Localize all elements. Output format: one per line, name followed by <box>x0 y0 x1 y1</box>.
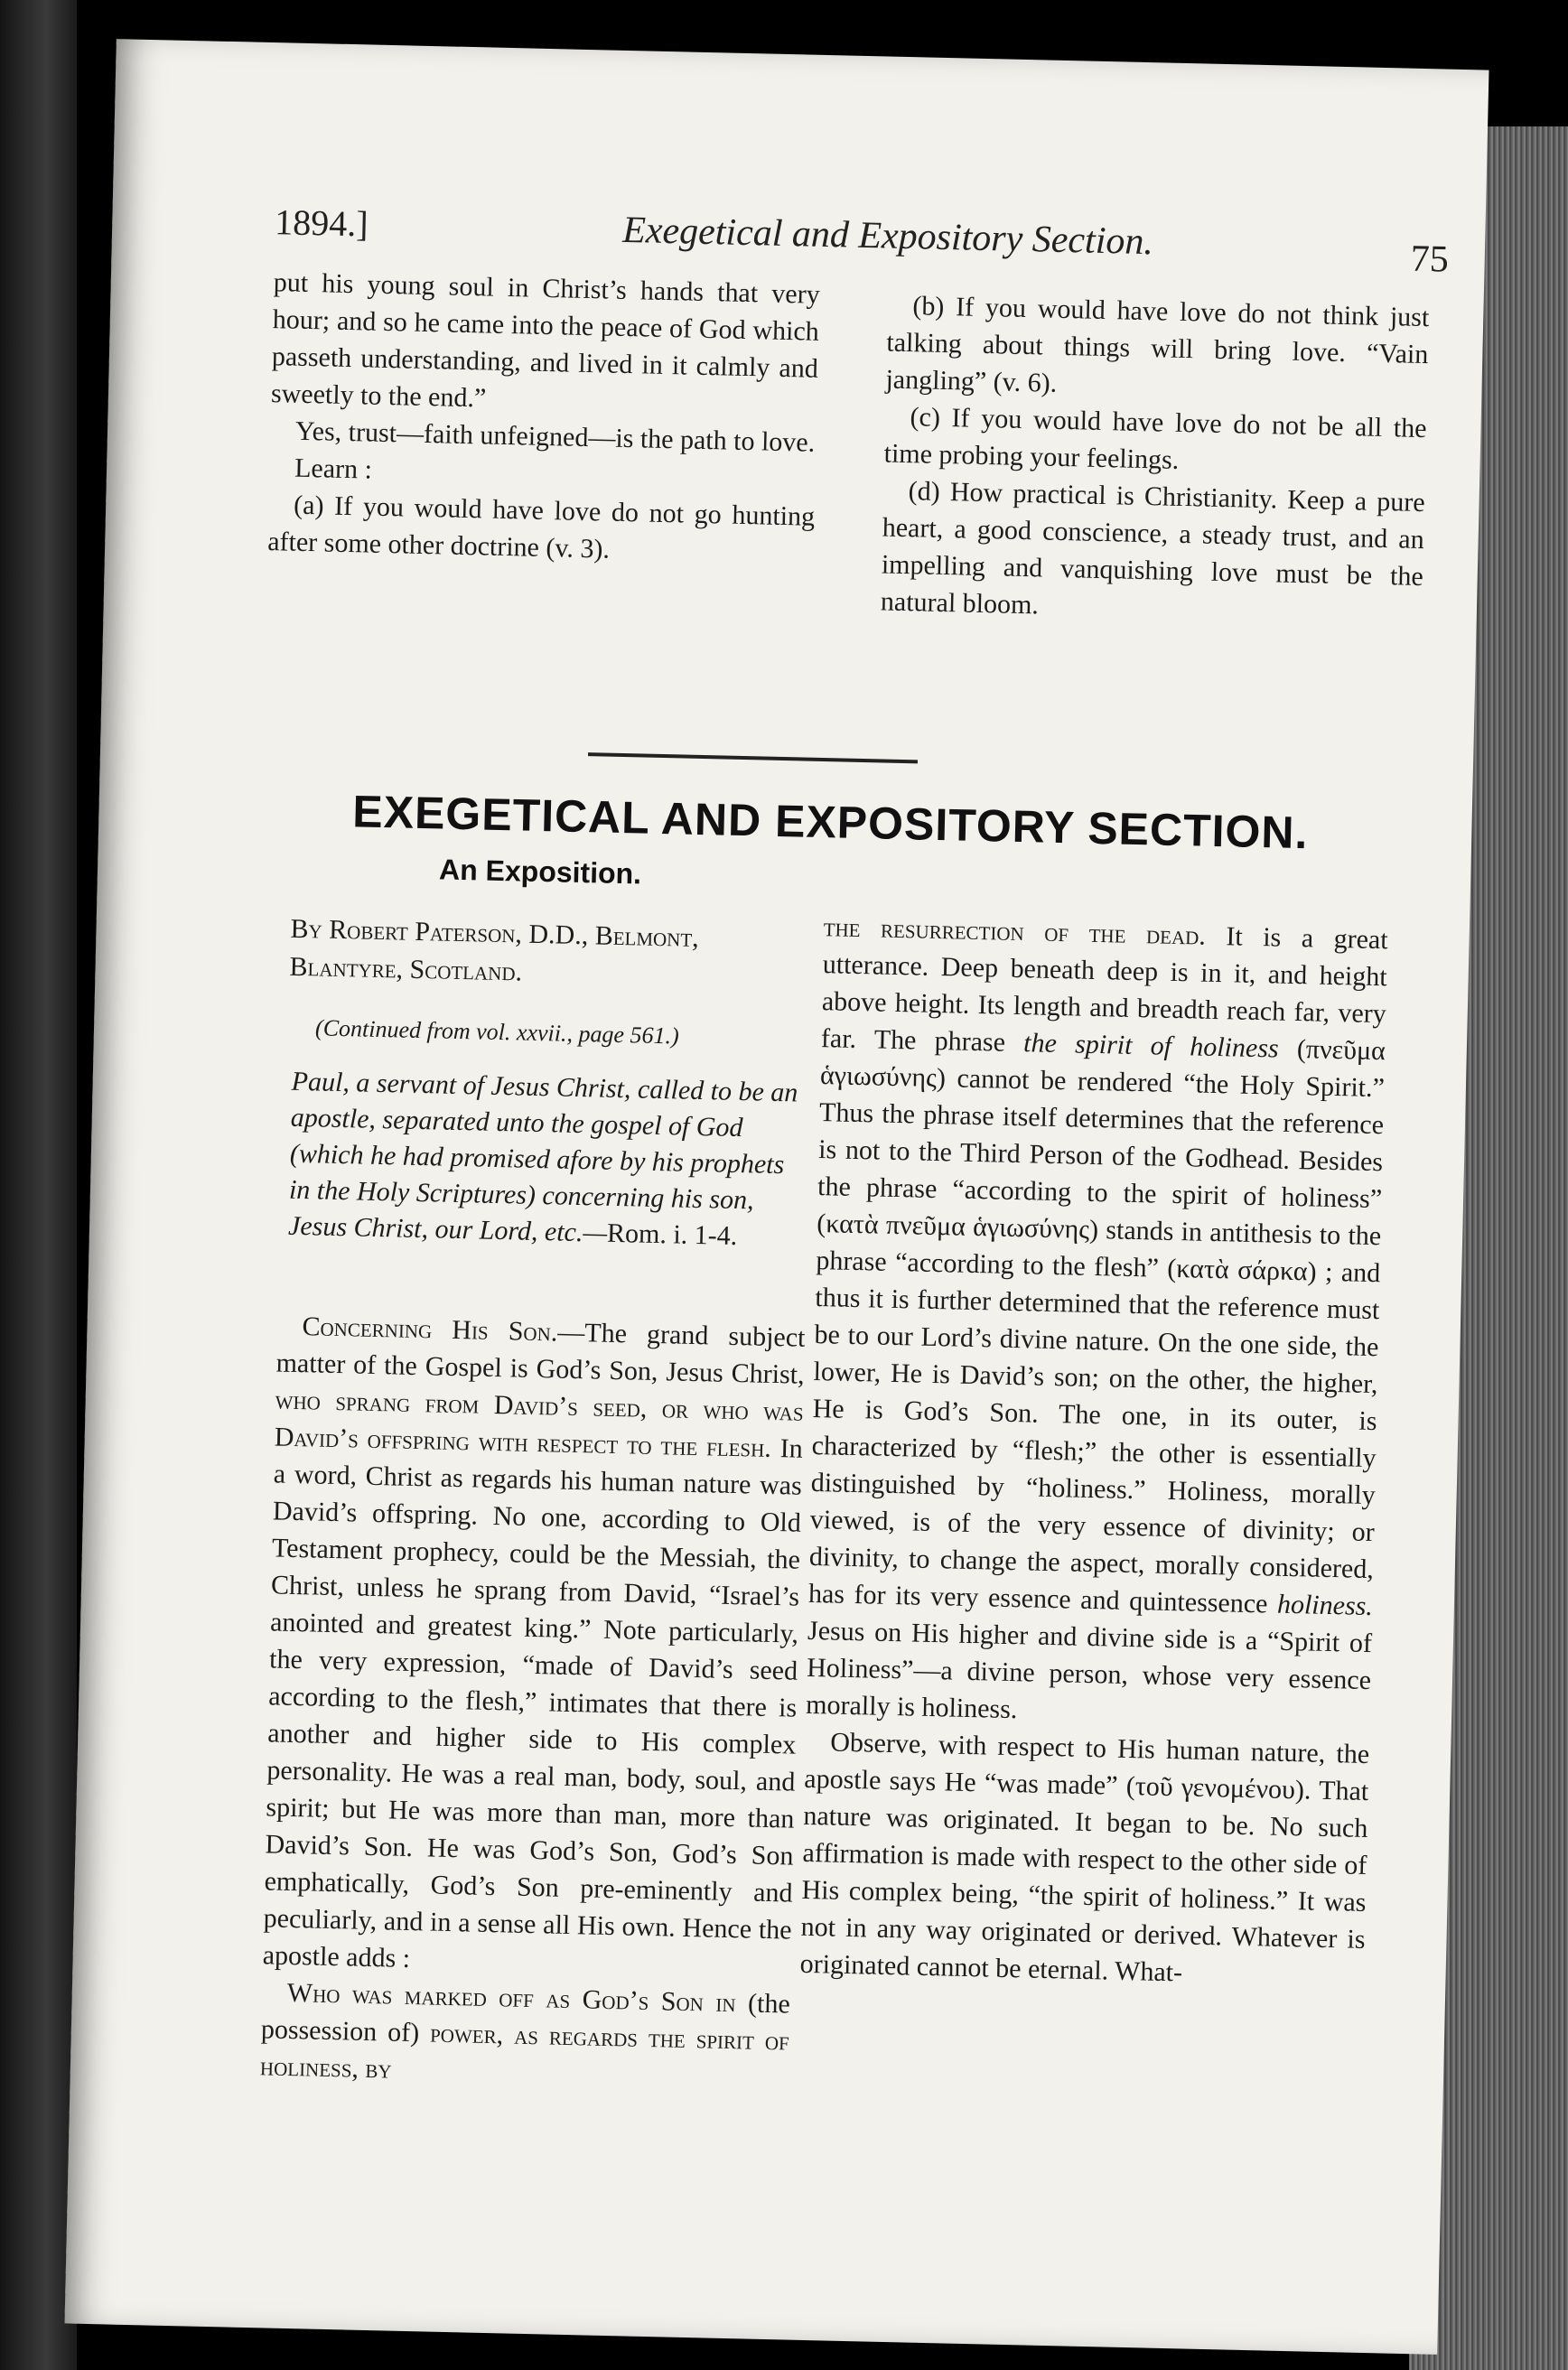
paragraph: (a) If you would have love do not go hunting after some other doctrine (v. 3). <box>266 490 816 565</box>
paragraph: Learn : <box>294 453 373 485</box>
text-run-smallcaps: Who was marked off as God’s Son in <box>286 1977 736 2019</box>
scripture-reference: Rom. i. 1-4. <box>606 1218 738 1252</box>
header-year: 1894.] <box>274 201 369 245</box>
paragraph <box>260 1973 791 2096</box>
text-run-italic: holiness. <box>1276 1589 1374 1622</box>
paragraph: (b) If you would have love do not think just talking about things will bring love. “Vain jangling” (v. 6). <box>885 291 1430 398</box>
top-right-column <box>881 287 1430 633</box>
text-run: Jesus on His higher and divine side is a “Spirit of Holiness”—a divine person, whose very essence morally is holiness. <box>805 1615 1373 1725</box>
text-run-smallcaps: the resurrection of the dead. <box>823 912 1207 951</box>
paragraph: put his young soul in Christ’s hands that very hour; and so he came into the peace of God which passeth understanding, and lived in it calmly and sweetly to the end.” <box>270 267 821 414</box>
text-run: In a word, Christ as regards his human nature was David’s offspring. No one, according to Old Testament prophecy, could be the Messiah, the Christ, unless he sprang from David, “Israel’s anointed and greatest king.” Note particularly, the very expression, “made of David’s seed according to the flesh,” intimates that there is another and higher side to His complex personality. He was a real man, body, soul, and spirit; but He was more than man, more than David’s Son. He was God’s Son, God’s Son emphatically, God’s Son pre-eminently and peculiarly, and in a sense all His own. Hence the apostle adds : <box>262 1433 804 1974</box>
top-left-column <box>267 264 820 573</box>
header-section-title: Exegetical and Expository Section. <box>621 209 1154 264</box>
paragraph <box>262 1307 806 1985</box>
section-headline: EXEGETICAL AND EXPOSITORY SECTION. <box>351 786 1310 859</box>
continued-note: (Continued from vol. xxvii., page 561.) <box>314 1014 680 1050</box>
paragraph: Observe, with respect to His human nature, the apostle says He “was made” (τοῦ γενομένου). That nature was originated. It began to be. No such affirmation is made with respect to the other side of His complex being, “the spirit of holiness.” It was not in any way originated or derived. Whatever is originated cannot be eternal. What- <box>799 1727 1370 1988</box>
book-page <box>64 39 1489 2355</box>
text-run: (the possession of) <box>260 1988 791 2048</box>
text-run-smallcaps: power, as regards the spirit of holiness, by <box>259 2018 790 2085</box>
run-in-heading: Concerning His Son. <box>302 1311 558 1348</box>
section-divider <box>588 752 918 763</box>
page-number: 75 <box>1410 238 1450 281</box>
text-run-smallcaps: who sprang from David’s seed, or who was David’s offspring with respect to the flesh. <box>274 1385 804 1463</box>
scripture-quote <box>288 1064 807 1256</box>
facing-page-edge <box>0 0 77 2370</box>
paragraph: Yes, trust—faith unfeigned—is the path to love. <box>294 415 816 458</box>
paragraph: (c) If you would have love do not be all the time probing your feelings. <box>883 402 1427 475</box>
body-right-column <box>799 909 1388 1995</box>
text-run: —The grand subject matter of the Gospel is God’s Son, Jesus Christ, <box>275 1317 806 1390</box>
text-run: (πνεῦμα ἁγιωσύνης) cannot be rendered “the Holy Spirit.” Thus the phrase itself determines that the reference is not to the Third Person of the Godhead. Besides the phrase “according to the spirit of holiness” (κατὰ πνεῦμα ἁγιωσύνης) stands in antithesis to the phrase “according to the flesh” (κατὰ σάρκα) ; and thus it is further determined that the reference must be to our Lord’s divine nature. On the one side, the lower, He is David’s son; on the other, the higher, He is God’s Son. The one, in its outer, is characterized by “flesh;” the other is essentially distinguished by “holiness.” Holiness, morally viewed, is of the very essence of divinity; or divinity, to change the aspect, morally considered, has for its very essence and quintessence <box>807 1034 1386 1619</box>
article-subhead: An Exposition. <box>438 853 642 891</box>
body-left-column <box>260 1307 806 2096</box>
scripture-text: Paul, a servant of Jesus Christ, called to be an apostle, separated unto the gospel of God (which he had promised afore by his prophets in the Holy Scriptures) concerning his son, Jesus Christ, our Lord, etc.— <box>287 1066 798 1248</box>
text-run: It is a great utterance. Deep beneath deep is in it, and height above height. Its length and breadth reach far, very far. The phrase <box>820 921 1389 1058</box>
text-run-italic: the spirit of holiness <box>1022 1028 1280 1064</box>
paragraph <box>806 909 1388 1736</box>
article-byline: By Robert Paterson, D.D., Belmont, Blantyre, Scotland. <box>289 913 700 987</box>
paragraph: (d) How practical is Christianity. Keep a pure heart, a good conscience, a steady trust, and an impelling and vanquishing love must be the natural bloom. <box>880 476 1425 620</box>
